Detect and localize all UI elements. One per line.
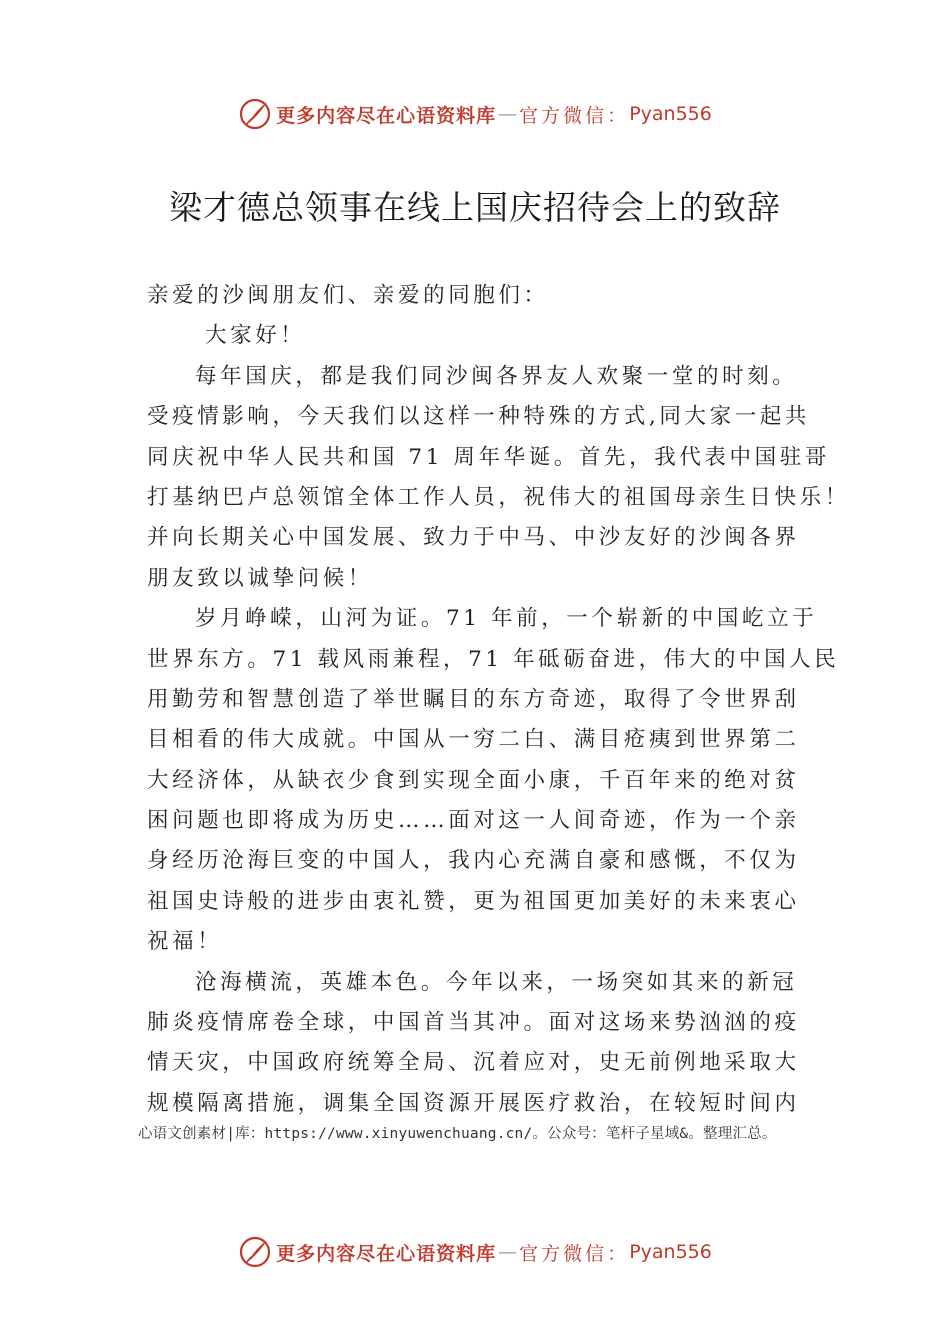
body-line: 目相看的伟大成就。中国从一穷二白、满目疮痍到世界第二 [147,727,800,753]
feather-pen-circle-icon [238,1235,272,1269]
body-line: 朋友致以诚挚问候！ [147,565,373,591]
body-line: 同庆祝中华人民共和国 71 周年华诞。首先，我代表中国驻哥 [147,444,830,470]
source-footnote: 心语文创素材|库：https://www.xinyuwenchuang.cn/。公众号：笔杆子星域&。整理汇总。 [138,1126,777,1142]
greeting-line: 大家好！ [205,323,306,349]
body-line: 受疫情影响，今天我们以这样一种特殊的方式,同大家一起共 [147,404,811,430]
document-body [147,276,850,1124]
body-line: 每年国庆，都是我们同沙闽各界友人欢聚一堂的时刻。 [195,363,798,389]
salutation-line: 亲爱的沙闽朋友们、亲爱的同胞们： [147,283,549,308]
body-line: 并向长期关心中国发展、致力于中马、中沙友好的沙闽各界 [147,525,800,551]
footer-banner [0,1230,950,1274]
banner-wechat-handle: Pyan556 [629,103,712,125]
body-line: 世界东方。71 载风雨兼程，71 年砥砺奋进，伟大的中国人民 [147,646,840,672]
banner-dash: — [498,1241,518,1263]
banner-brand-text: 更多内容尽在心语资料库 [276,1242,497,1265]
header-banner [0,92,950,136]
body-line: 身经历沧海巨变的中国人，我内心充满自豪和感慨，不仅为 [147,848,800,874]
body-line: 规模隔离措施，调集全国资源开展医疗救治，在较短时间内 [147,1090,800,1116]
body-line: 岁月峥嵘，山河为证。71 年前，一个崭新的中国屹立于 [195,606,818,632]
banner-brand-text: 更多内容尽在心语资料库 [276,104,497,127]
body-line: 情天灾，中国政府统筹全局、沉着应对，史无前例地采取大 [147,1050,800,1076]
banner-dash: — [498,103,518,125]
banner-wechat-label: 官方微信： [519,1242,630,1265]
body-line: 祝福！ [147,929,223,955]
body-line: 沧海横流，英雄本色。今年以来，一场突如其来的新冠 [195,969,798,995]
document-title: 梁才德总领事在线上国庆招待会上的致辞 [169,188,781,227]
body-line: 大经济体，从缺衣少食到实现全面小康，千百年来的绝对贫 [147,767,800,793]
banner-wechat-handle: Pyan556 [629,1241,712,1263]
body-line: 用勤劳和智慧创造了举世瞩目的东方奇迹，取得了令世界刮 [147,686,800,712]
body-line: 肺炎疫情席卷全球，中国首当其冲。面对这场来势汹汹的疫 [147,1010,800,1036]
banner-wechat-label: 官方微信： [519,104,630,127]
body-line: 困问题也即将成为历史……面对这一人间奇迹，作为一个亲 [147,808,800,834]
body-line: 打基纳巴卢总领馆全体工作人员，祝伟大的祖国母亲生日快乐！ [147,484,850,510]
feather-pen-circle-icon [238,97,272,131]
body-line: 祖国史诗般的进步由衷礼赞，更为祖国更加美好的未来衷心 [147,888,800,914]
